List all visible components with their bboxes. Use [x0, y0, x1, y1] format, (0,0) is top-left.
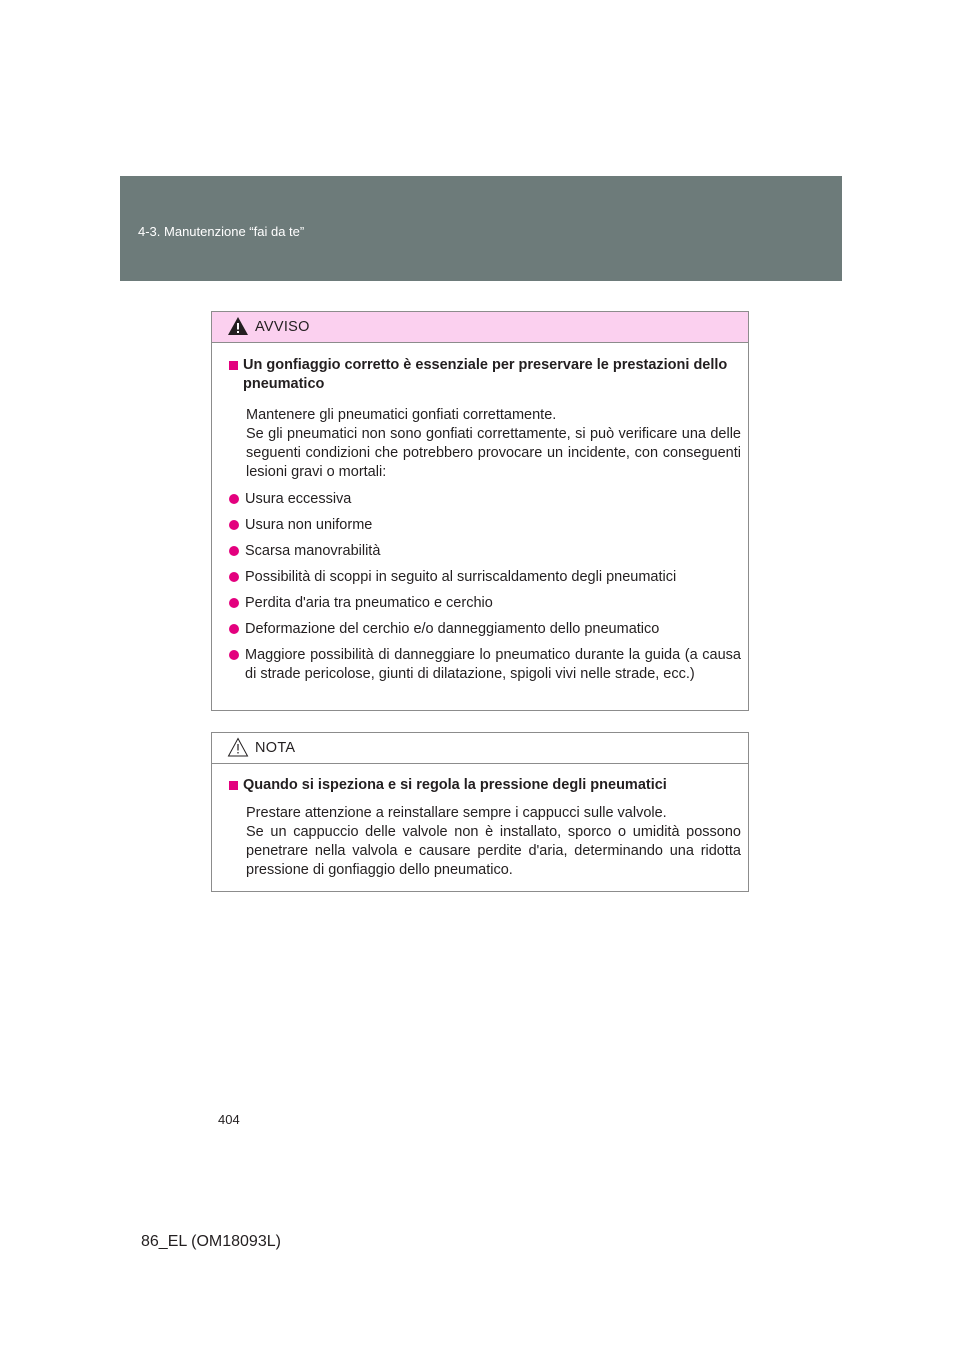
warning-heading-text: Un gonfiaggio corretto è essenziale per preservare le prestazioni dello pneumatico — [243, 357, 728, 392]
warning-label: AVVISO — [255, 319, 310, 335]
bullet-dot-icon — [229, 598, 239, 608]
caution-triangle-icon — [227, 737, 249, 757]
list-item: Maggiore possibilità di danneggiare lo pneumatico durante la guida (a causa di strade pericolose, giunti di dilatazione, spigoli vivi nelle strade, ecc.) — [229, 646, 741, 684]
list-item: Usura eccessiva — [229, 490, 741, 509]
bullet-dot-icon — [229, 546, 239, 556]
notice-heading-text: Quando si ispeziona e si regola la pressione degli pneumatici — [243, 777, 667, 793]
warning-box — [211, 311, 749, 711]
warning-intro-line1: Mantenere gli pneumatici gonfiati correttamente. — [246, 407, 557, 423]
warning-heading — [229, 356, 741, 394]
section-square-icon — [229, 781, 238, 790]
notice-heading — [229, 776, 741, 795]
chapter-title: 4-3. Manutenzione “fai da te” — [138, 224, 305, 239]
page-number: 404 — [218, 1112, 240, 1127]
list-item: Perdita d'aria tra pneumatico e cerchio — [229, 594, 741, 613]
notice-box-header — [212, 733, 748, 764]
bullet-dot-icon — [229, 494, 239, 504]
bullet-dot-icon — [229, 520, 239, 530]
warning-intro-line2: Se gli pneumatici non sono gonfiati correttamente, si può verificare una delle seguenti condizioni che potrebbero provocare un incidente, con conseguenti lesioni gravi o mortali: — [246, 426, 741, 480]
document-code: 86_EL (OM18093L) — [141, 1233, 281, 1250]
list-item: Scarsa manovrabilità — [229, 542, 741, 561]
notice-line2: Se un cappuccio delle valvole non è installato, sporco o umidità possono penetrare nella valvola e causare perdite d'aria, determinando una ridotta pressione di gonfiaggio dello pneumatico. — [246, 824, 741, 878]
warning-box-header — [212, 312, 748, 343]
notice-line1: Prestare attenzione a reinstallare sempre i cappucci sulle valvole. — [246, 805, 667, 821]
warning-triangle-icon — [227, 316, 249, 336]
bullet-dot-icon — [229, 572, 239, 582]
list-item: Usura non uniforme — [229, 516, 741, 535]
list-item: Possibilità di scoppi in seguito al surriscaldamento degli pneumatici — [229, 568, 741, 587]
bullet-dot-icon — [229, 624, 239, 634]
bullet-dot-icon — [229, 650, 239, 660]
list-item: Deformazione del cerchio e/o danneggiamento dello pneumatico — [229, 620, 741, 639]
notice-label: NOTA — [255, 740, 296, 756]
notice-box — [211, 732, 749, 892]
section-square-icon — [229, 361, 238, 370]
